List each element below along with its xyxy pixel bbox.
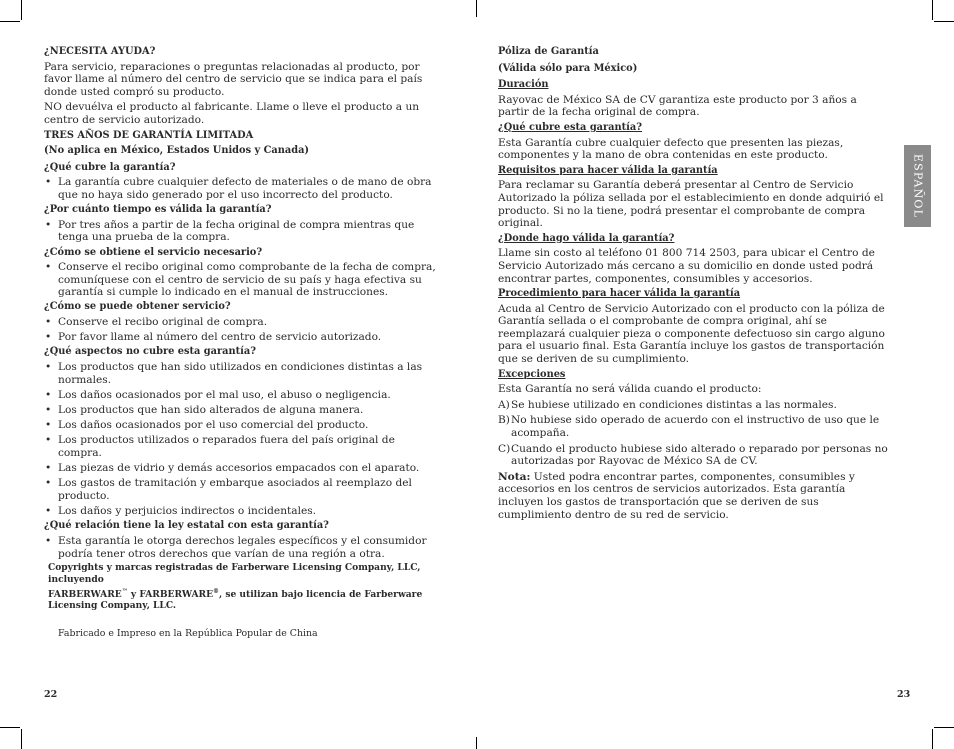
- bullet-item: • Los daños y perjuicios indirectos o incidentales.: [44, 505, 436, 518]
- section-heading: Procedimiento para hacer válida la garantía: [498, 288, 741, 300]
- registered-symbol: ®: [213, 587, 219, 595]
- page-number-left: 22: [44, 689, 58, 700]
- brand-name: FARBERWARE: [139, 588, 213, 600]
- crop-mark: [0, 21, 20, 22]
- paragraph: Para servicio, reparaciones o preguntas relacionadas al producto, por favor llame al número del centro de servicio que se indica para el país donde usted compró su producto.: [44, 60, 423, 98]
- bullet-item: • Los daños ocasionados por el uso comercial del producto.: [44, 419, 436, 432]
- made-in-note: Fabricado e Impreso en la República Popular de China: [58, 628, 318, 639]
- language-tab: [904, 145, 931, 227]
- paragraph: Llame sin costo al teléfono 01 800 714 2503, para ubicar el Centro de Servicio Autorizado más cercano a su domicilio en donde usted podrá encontrar partes, componentes, consumibles y accesorios.: [498, 247, 875, 285]
- question-heading: ¿Cómo se puede obtener servicio?: [44, 301, 231, 313]
- crop-mark: [476, 737, 477, 749]
- page-number-right: 23: [897, 689, 911, 700]
- section-heading: Excepciones: [498, 368, 566, 380]
- list-item: [498, 414, 890, 439]
- section-heading: ¿Donde hago válida la garantía?: [498, 232, 675, 244]
- paragraph: NO devuélva el producto al fabricante. Llame o lleve el producto a un centro de servicio autorizado.: [44, 101, 420, 126]
- paragraph: Esta Garantía cubre cualquier defecto que presenten las piezas, componentes y la mano de obra contenidas en este producto.: [498, 136, 844, 162]
- question-heading: ¿Qué cubre la garantía?: [44, 161, 176, 173]
- question-heading: ¿Qué aspectos no cubre esta garantía?: [44, 346, 256, 358]
- left-page-column: [44, 44, 436, 563]
- bullet-item: • Los daños ocasionados por el mal uso, el abuso o negligencia.: [44, 389, 436, 402]
- section-title: ¿NECESITA AYUDA?: [44, 46, 156, 57]
- paragraph: Rayovac de México SA de CV garantiza este producto por 3 años a partir de la fecha original de compra.: [498, 93, 857, 119]
- note-text: Usted podra encontrar partes, componentes, consumibles y accesorios en los centros de servicios autorizados. Esta garantía incluyen los gastos de transportación que se deriven de sus cumplimiento dentro de su red de servicio.: [498, 470, 855, 521]
- crop-mark: [932, 0, 933, 20]
- bullet-item: • Esta garantía le otorga derechos legales específicos y el consumidor podría tener otros derechos que varían de una región a otra.: [44, 535, 436, 560]
- list-letter: B): [498, 414, 510, 427]
- bullet-item: • Los gastos de tramitación y embarque asociados al reemplazo del producto.: [44, 477, 436, 502]
- bullet-item: • Los productos que han sido alterados de alguna manera.: [44, 404, 436, 417]
- list-item: [498, 443, 890, 468]
- list-item-text: Se hubiese utilizado en condiciones distintas a las normales.: [511, 398, 837, 411]
- copyright-text: Copyrights y marcas registradas de Farberware Licensing Company, LLC, incluyendo: [48, 562, 421, 585]
- right-page-column: [498, 44, 890, 524]
- page-subtitle: (Válida sólo para México): [498, 62, 638, 74]
- bullet-item: • Por tres años a partir de la fecha original de compra mientras que tenga una prueba de la compra.: [44, 219, 436, 244]
- bullet-item: • Conserve el recibo original de compra.: [44, 316, 436, 329]
- note-paragraph: [498, 471, 890, 521]
- question-heading: ¿Por cuánto tiempo es válida la garantía?: [44, 204, 272, 216]
- paragraph: Esta Garantía no será válida cuando el producto:: [498, 383, 762, 396]
- list-item-text: Cuando el producto hubiese sido alterado o reparado por personas no autorizadas por Rayovac de México SA de CV.: [511, 442, 888, 468]
- crop-mark: [932, 729, 933, 749]
- brand-name: FARBERWARE: [48, 588, 122, 600]
- language-tab-label: ESPAÑOL: [911, 153, 924, 219]
- question-heading: ¿Cómo se obtiene el servicio necesario?: [44, 246, 263, 258]
- crop-mark: [934, 727, 954, 728]
- copyright-text: , se utilizan bajo licencia de Farberware Licensing Company, LLC.: [48, 588, 423, 612]
- crop-mark: [0, 727, 20, 728]
- bullet-item: • Por favor llame al número del centro de servicio autorizado.: [44, 331, 436, 344]
- crop-mark: [476, 0, 477, 17]
- paragraph: Acuda al Centro de Servicio Autorizado con el producto con la póliza de Garantía sellada o el comprobante de compra original, ahí se reemplazará cualquier pieza o componente defectuoso sin cargo alguno para el usuario final. Esta Garantía incluye los gastos de transportación que se deriven de su cumplimiento.: [498, 302, 885, 366]
- page-title: Póliza de Garantía: [498, 46, 599, 57]
- copyright-text: y: [127, 588, 140, 600]
- list-letter: C): [498, 442, 511, 455]
- section-title: TRES AÑOS DE GARANTÍA LIMITADA: [44, 129, 254, 141]
- note-label: Nota:: [498, 470, 531, 483]
- trademark-symbol: ™: [121, 587, 128, 595]
- section-subtitle: (No aplica en México, Estados Unidos y Canada): [44, 145, 310, 157]
- paragraph: Para reclamar su Garantía deberá presentar al Centro de Servicio Autorizado la póliza sellada por el establecimiento en donde adquirió el producto. Si no la tiene, podrá presentar el comprobante de compra original.: [498, 179, 884, 230]
- section-heading: ¿Qué cubre esta garantía?: [498, 121, 642, 133]
- crop-mark: [21, 0, 22, 20]
- bullet-item: • Los productos utilizados o reparados fuera del país original de compra.: [44, 434, 436, 459]
- bullet-item: • La garantía cubre cualquier defecto de materiales o de mano de obra que no haya sido generado por el uso incorrecto del producto.: [44, 176, 436, 201]
- copyright-notice: [48, 562, 434, 612]
- bullet-item: • Las piezas de vidrio y demás accesorios empacados con el aparato.: [44, 462, 436, 475]
- section-heading: Requisitos para hacer válida la garantía: [498, 164, 718, 176]
- list-item: [498, 399, 890, 412]
- list-letter: A): [498, 398, 510, 411]
- list-item-text: No hubiese sido operado de acuerdo con el instructivo de uso que le acompaña.: [511, 414, 880, 440]
- crop-mark: [934, 21, 954, 22]
- section-heading: Duración: [498, 79, 549, 91]
- bullet-item: • Los productos que han sido utilizados en condiciones distintas a las normales.: [44, 361, 436, 386]
- bullet-item: • Conserve el recibo original como comprobante de la fecha de compra, comuníquese con el centro de servicio de su país y haga efectiva su garantía si cumple lo indicado en el manual de instrucciones.: [44, 261, 436, 299]
- crop-mark: [21, 729, 22, 749]
- question-heading: ¿Qué relación tiene la ley estatal con esta garantía?: [44, 520, 329, 532]
